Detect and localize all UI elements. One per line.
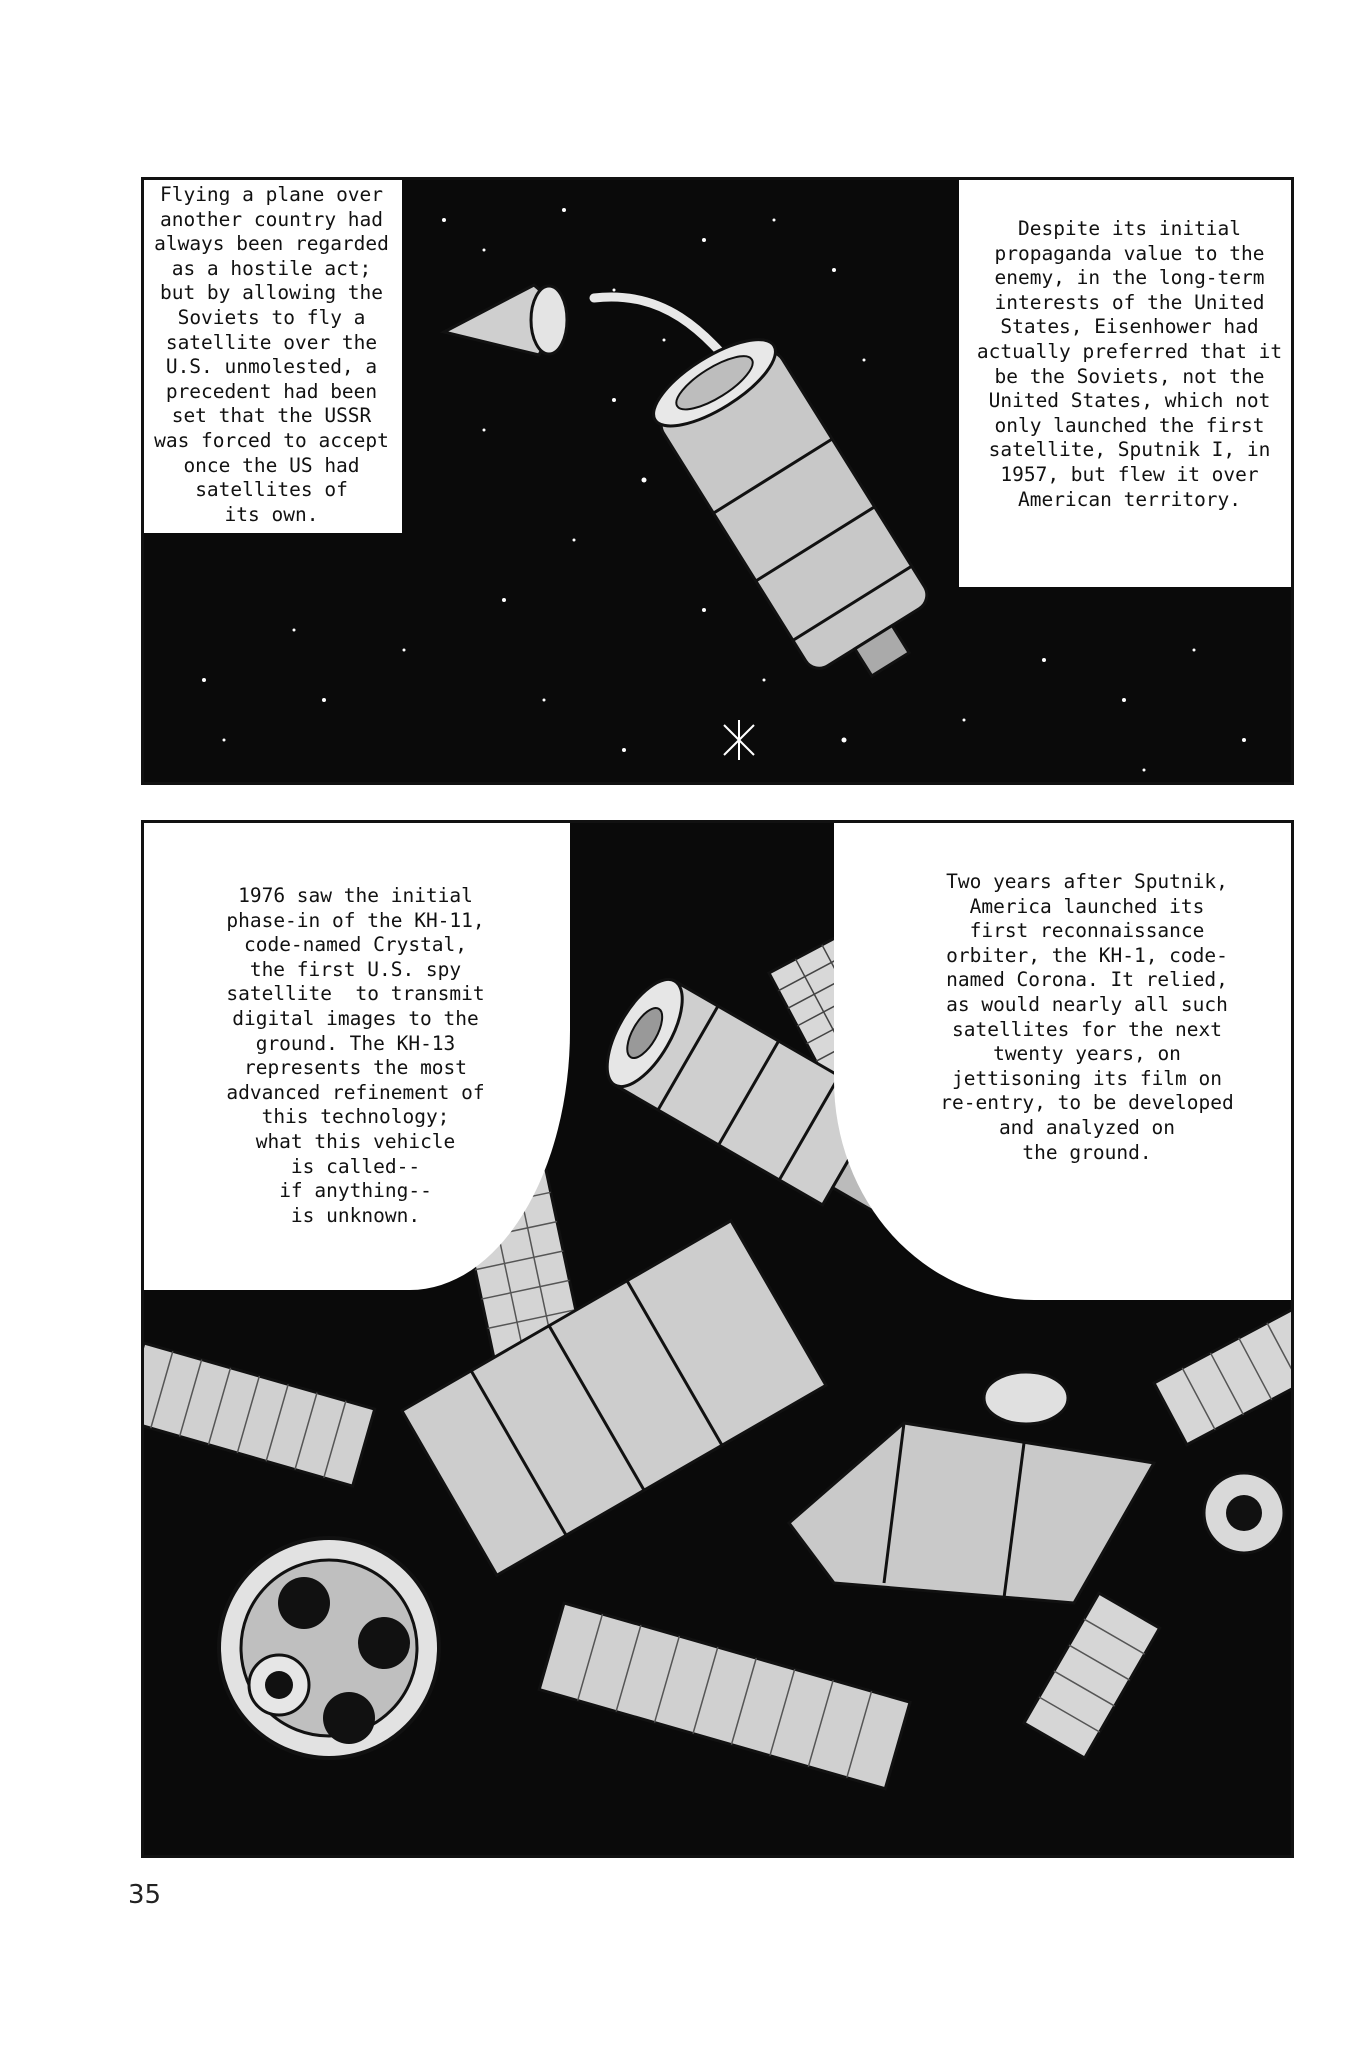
panel-spy-satellites bbox=[141, 820, 1294, 1858]
caption-line: once the US had bbox=[183, 453, 360, 477]
caption-line: States, Eisenhower had bbox=[1000, 315, 1259, 339]
caption-line: 1976 saw the initial bbox=[238, 884, 473, 907]
caption-line: ground. The KH-13 bbox=[255, 1031, 456, 1055]
caption-line: but by allowing the bbox=[159, 281, 384, 305]
caption-line: Flying a plane over bbox=[159, 183, 384, 206]
caption-line: Soviets to fly a bbox=[177, 305, 366, 329]
caption-line: always been regarded bbox=[154, 232, 389, 256]
caption-line: United States, which not bbox=[988, 389, 1271, 413]
caption-left bbox=[141, 820, 570, 1290]
caption-line: set that the USSR bbox=[171, 404, 372, 428]
caption-line: what this vehicle bbox=[255, 1129, 456, 1153]
caption-line: enemy, in the long-term bbox=[994, 266, 1265, 290]
caption-line: is unknown. bbox=[290, 1203, 421, 1227]
caption-line: is called-- bbox=[290, 1154, 421, 1178]
caption-line: was forced to accept bbox=[154, 428, 389, 452]
caption-line: interests of the United bbox=[994, 290, 1265, 314]
caption-line: precedent had been bbox=[165, 379, 378, 403]
caption-line: satellite to transmit bbox=[226, 982, 485, 1006]
caption-line: Two years after Sputnik, bbox=[946, 870, 1228, 893]
caption-line: America launched its bbox=[969, 894, 1205, 918]
caption-line: 1957, but flew it over bbox=[1000, 462, 1259, 486]
caption-line: twenty years, on bbox=[993, 1042, 1181, 1066]
caption-right bbox=[959, 177, 1294, 587]
caption-line: re-entry, to be developed bbox=[940, 1091, 1234, 1115]
caption-line: satellites of bbox=[195, 478, 348, 502]
caption-line: if anything-- bbox=[279, 1179, 432, 1203]
caption-line: phase-in of the KH-11, bbox=[226, 908, 485, 932]
caption-line: advanced refinement of bbox=[226, 1080, 485, 1104]
caption-line: code-named Crystal, bbox=[243, 933, 468, 957]
caption-line: digital images to the bbox=[232, 1006, 479, 1030]
caption-line: the ground. bbox=[1022, 1140, 1152, 1164]
page-number: 35 bbox=[128, 1880, 162, 1910]
caption-line: its own. bbox=[224, 502, 319, 526]
caption-line: as would nearly all such bbox=[946, 992, 1228, 1016]
caption-line: first reconnaissance bbox=[969, 919, 1205, 943]
caption-right bbox=[834, 820, 1294, 1300]
caption-line: satellite, Sputnik I, in bbox=[988, 438, 1271, 462]
caption-line: satellite over the bbox=[165, 330, 378, 354]
caption-line: U.S. unmolested, a bbox=[165, 355, 378, 379]
caption-line: the first U.S. spy bbox=[249, 957, 462, 981]
caption-line: orbiter, the KH-1, code- bbox=[946, 943, 1228, 967]
caption-line: American territory. bbox=[1017, 487, 1242, 511]
caption-line: propaganda value to the bbox=[994, 241, 1265, 265]
caption-line: this technology; bbox=[261, 1105, 450, 1129]
caption-line: as a hostile act; bbox=[171, 256, 372, 280]
caption-line: Despite its initial bbox=[1017, 217, 1242, 240]
satellite-kh13-endcap bbox=[219, 1538, 439, 1758]
caption-left bbox=[141, 177, 402, 533]
caption-line: jettisoning its film on bbox=[951, 1066, 1223, 1090]
caption-line: another country had bbox=[159, 207, 384, 231]
caption-line: named Corona. It relied, bbox=[946, 968, 1228, 992]
panel-sputnik bbox=[141, 177, 1294, 785]
caption-line: represents the most bbox=[243, 1056, 468, 1080]
caption-line: and analyzed on bbox=[998, 1115, 1176, 1139]
caption-line: actually preferred that it bbox=[976, 339, 1283, 363]
caption-line: only launched the first bbox=[994, 413, 1265, 437]
caption-line: be the Soviets, not the bbox=[994, 364, 1265, 388]
caption-line: satellites for the next bbox=[951, 1017, 1223, 1041]
